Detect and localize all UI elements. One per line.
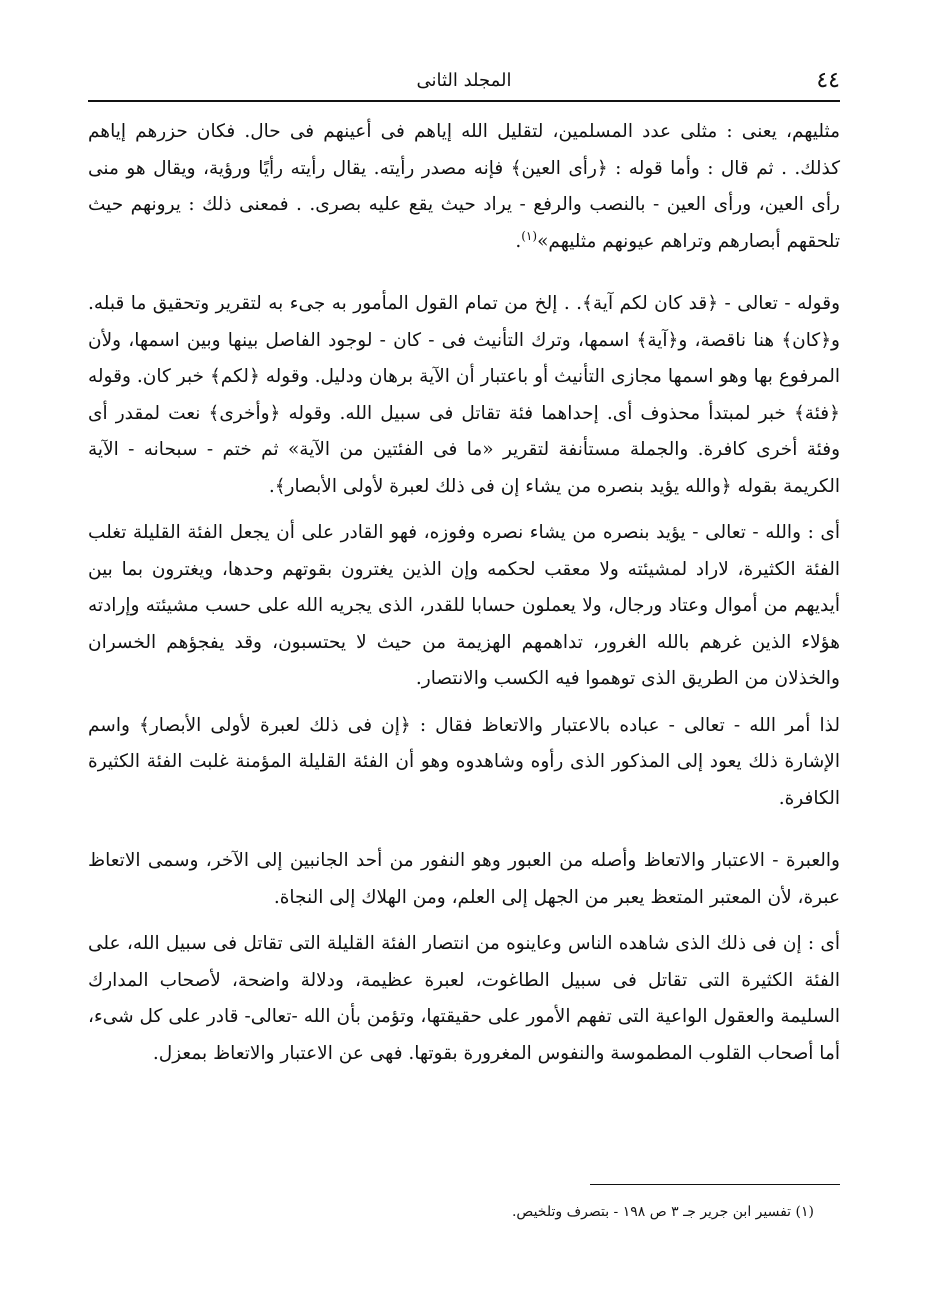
paragraph-5: والعبرة - الاعتبار والاتعاظ وأصله من العبور وهو النفور من أحد الجانبين إلى الآخر، وسمى الاتعاظ عبرة، لأن المعتبر المتعظ يعبر من الجهل إلى العلم، ومن الهلاك إلى النجاة. xyxy=(88,850,840,908)
book-page xyxy=(88,60,840,1280)
paragraph-6: أى : إن فى ذلك الذى شاهده الناس وعاينوه من انتصار الفئة القليلة التى تقاتل فى سبيل الله، على الفئة الكثيرة التى تقاتل فى سبيل الطاغوت، لعبرة عظيمة، ودلالة واضحة، لأصحاب المدارك السليمة والعقول الواعية التى تفهم الأمور على حقيقتها، وتؤمن بأن الله -تعالى- قادر على كل شىء، أما أصحاب القلوب المطموسة والنفوس المغرورة بقوتها. فهى عن الاعتبار والاتعاظ بمعزل. xyxy=(88,933,840,1064)
body-text xyxy=(88,114,840,1072)
footnote-divider xyxy=(590,1184,840,1185)
paragraph-1 xyxy=(88,114,840,260)
paragraph-1-text: مثليهم، يعنى : مثلى عدد المسلمين، لتقليل الله إياهم فى أعينهم فى حال. فكان حزرهم إياهم كذلك. . ثم قال : وأما قوله : ﴿رأى العين﴾ فإنه مصدر رأيته. يقال رأيته رأيًا ورؤية، ويقال هو منى رأى العين، ورأى العين - بالنصب والرفع - يراد حيث يقع عليه بصرى. . فمعنى ذلك : يرونهم حيث تلحقهم أبصارهم وتراهم عيونهم مثليهم» xyxy=(88,121,840,252)
page-header xyxy=(88,60,840,102)
footnote: (١) تفسير ابن جرير جـ ٣ ص ١٩٨ - بتصرف وتلخيص. xyxy=(511,1204,814,1220)
running-title: المجلد الثانى xyxy=(416,70,512,91)
paragraph-1-end: . xyxy=(515,230,522,252)
paragraph-3: أى : والله - تعالى - يؤيد بنصره من يشاء نصره وفوزه، فهو القادر على أن يجعل الفئة القليلة تغلب الفئة الكثيرة، لاراد لمشيئته ولا معقب لحكمه وإن الذين يغترون بقوتهم وحدها، ويغترون بما بين أيديهم من أموال وعتاد ورجال، ولا يعملون حسابا للقدر، الذى يجريه الله على حسب مشيئته وإرادته هؤلاء الذين غرهم بالله الغرور، تداهمهم الهزيمة من حيث لا يحتسبون، وقد يفجؤهم الخسران والخذلان من الطريق الذى توهموا فيه الكسب والانتصار. xyxy=(88,522,840,689)
paragraph-2: وقوله - تعالى - ﴿قد كان لكم آية﴾. . إلخ من تمام القول المأمور به جىء به لتقرير وتحقيق ما قبله. و﴿كان﴾ هنا ناقصة، و﴿آية﴾ اسمها، وترك التأنيث فى - كان - لوجود الفاصل بينها وبين اسمها، ولأن المرفوع بها وهو اسمها مجازى التأنيث أو باعتبار أن الآية برهان ودليل. وقوله ﴿لكم﴾ خبر كان. وقوله ﴿فئة﴾ خبر لمبتدأ محذوف أى. إحداهما فئة تقاتل فى سبيل الله. وقوله ﴿وأخرى﴾ نعت لمقدر أى وفئة أخرى كافرة. والجملة مستأنفة لتقرير «ما فى الفئتين من الآية» ثم ختم - سبحانه - الآية الكريمة بقوله ﴿والله يؤيد بنصره من يشاء إن فى ذلك لعبرة لأولى الأبصار﴾. xyxy=(88,293,840,497)
footnote-reference: (١) xyxy=(521,228,538,243)
paragraph-4: لذا أمر الله - تعالى - عباده بالاعتبار والاتعاظ فقال : ﴿إن فى ذلك لعبرة لأولى الأبصار﴾ واسم الإشارة ذلك يعود إلى المذكور الذى رأوه وشاهدوه وهو أن الفئة القليلة المؤمنة غلبت الفئة الكثيرة الكافرة. xyxy=(88,714,840,809)
page-number: ٤٤ xyxy=(816,68,840,93)
